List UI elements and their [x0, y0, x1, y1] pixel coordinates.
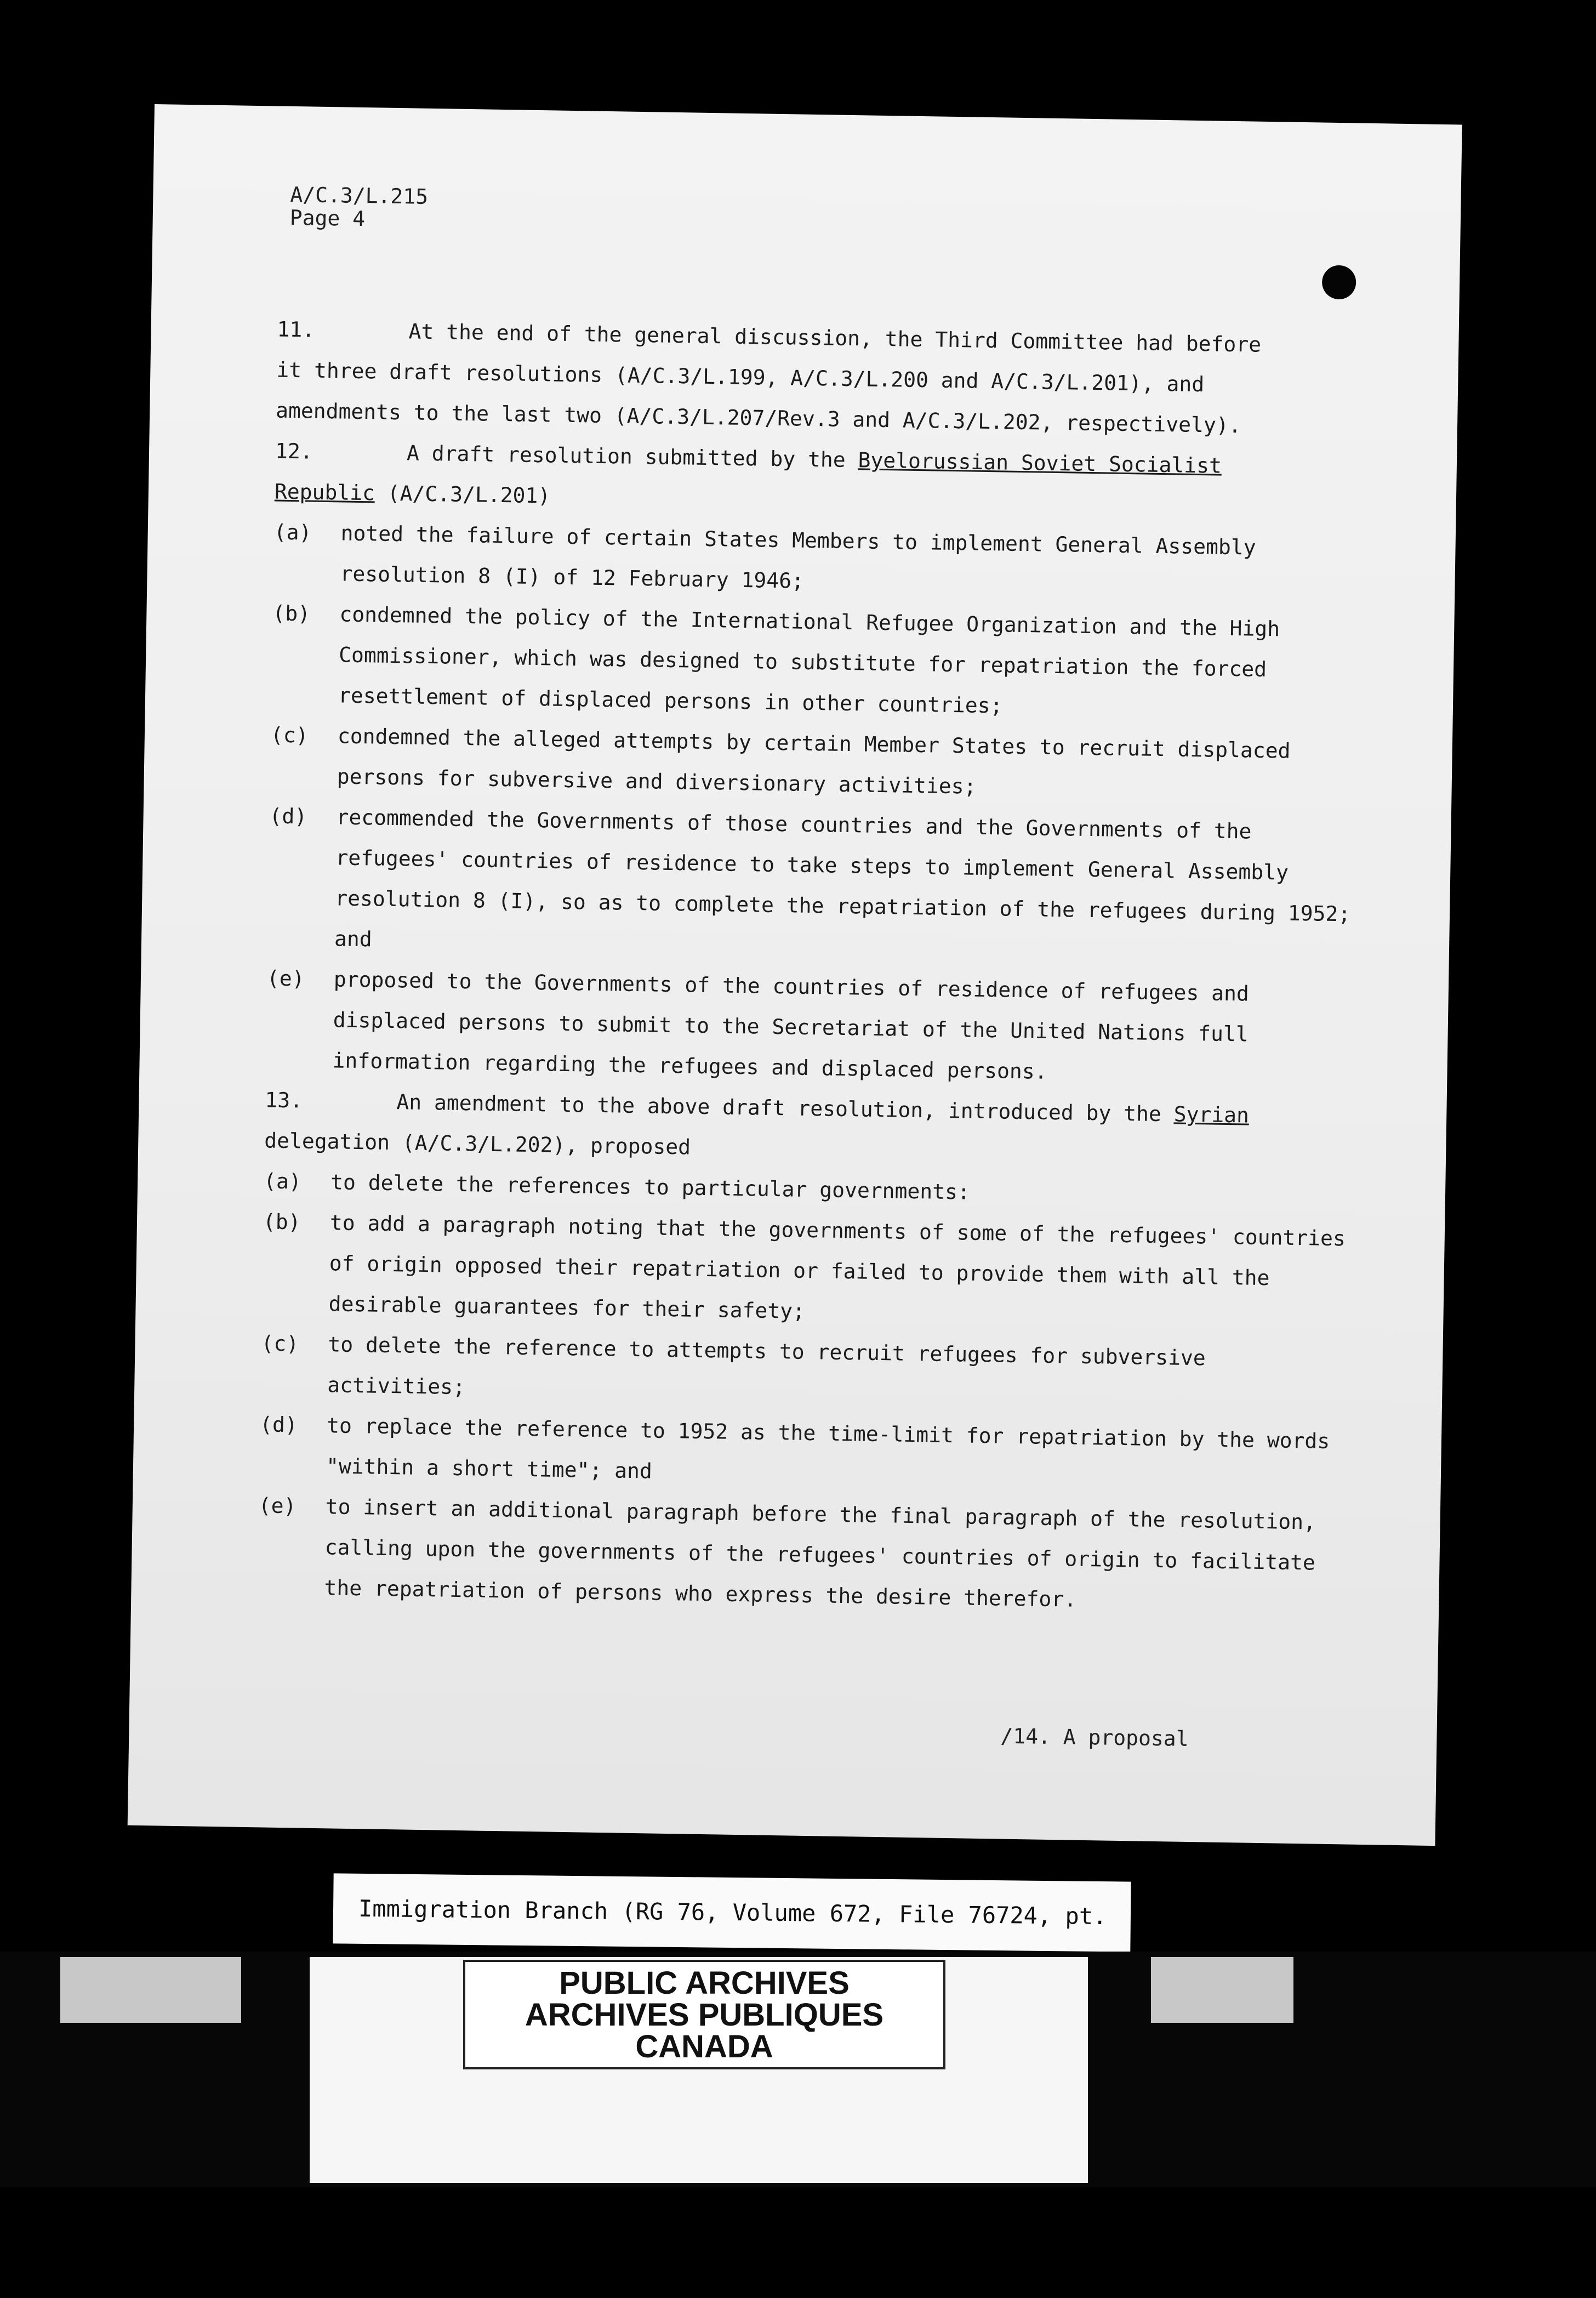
item-text: proposed to the Governments of the countries of residence of refugees and displaced persons to submit to the Secretariat of the United Nations full information regarding the refugees and displaced persons.: [332, 967, 1250, 1084]
paragraph-12: [265, 431, 1366, 1097]
paragraph-number: 11.: [277, 317, 315, 342]
sponsor-name: Byelorussian Soviet Socialist: [858, 448, 1222, 478]
punch-hole: [1322, 265, 1356, 300]
item-marker: (a): [273, 520, 312, 545]
item-marker: (d): [259, 1412, 298, 1437]
item-marker: (c): [270, 723, 309, 748]
paragraph-intro: A draft resolution submitted by the: [406, 441, 846, 472]
stamp-line: CANADA: [635, 2029, 773, 2064]
item-text: to delete the references to particular governments:: [330, 1170, 971, 1204]
sponsor-name-cont: Republic: [274, 479, 375, 505]
mount-smudge: [1151, 1957, 1293, 2023]
document-body: [257, 309, 1368, 1624]
paragraph-number: 13.: [265, 1088, 303, 1113]
paragraph-line: amendments to the last two (A/C.3/L.207/Rev.3 and A/C.3/L.202, respectively).: [275, 398, 1241, 438]
item-text: to insert an additional paragraph before the final paragraph of the resolution, calling upon the governments of the refugees' countries of origin to facilitate the repatriation of persons who express the desire therefor.: [324, 1494, 1316, 1612]
paragraph-line: At the end of the general discussion, the Third Committee had before: [408, 319, 1262, 357]
sponsor-name: Syrian: [1173, 1102, 1250, 1128]
item-text: condemned the policy of the International Refugee Organization and the High Commissioner, which was designed to substitute for repatriation the forced resettlement of displaced persons in other countries;: [338, 602, 1280, 718]
document-reference: (A/C.3/L.201): [387, 481, 551, 508]
archive-reference-label: Immigration Branch (RG 76, Volume 672, File 76724, pt.: [333, 1873, 1131, 1952]
stamp-line: PUBLIC ARCHIVES: [559, 1965, 850, 2001]
item-marker: (b): [263, 1209, 301, 1235]
paragraph-line: delegation (A/C.3/L.202), proposed: [264, 1128, 691, 1159]
item-marker: (a): [263, 1169, 302, 1194]
item-text: noted the failure of certain States Members to implement General Assembly resolution 8 (I) of 12 February 1946;: [340, 521, 1256, 593]
archive-stamp: [463, 1960, 945, 2069]
document-header: [289, 183, 428, 231]
item-marker: (d): [269, 804, 307, 829]
item-marker: (c): [261, 1331, 299, 1356]
stamp-line: ARCHIVES PUBLIQUES: [525, 1997, 884, 2033]
item-marker: (b): [272, 601, 311, 626]
page-number: Page 4: [289, 205, 366, 231]
paragraph-number: 12.: [275, 439, 314, 464]
item-text: to add a paragraph noting that the governments of some of the refugees' countries of origin opposed their repatriation or failed to provide them with all the desirable guarantees for their safety;: [328, 1210, 1346, 1323]
mount-smudge: [60, 1957, 241, 2023]
paragraph-intro: An amendment to the above draft resolution, introduced by the: [396, 1090, 1162, 1127]
item-text: condemned the alleged attempts by certain Member States to recruit displaced persons for subversive and diversionary activities;: [337, 724, 1291, 799]
item-marker: (e): [258, 1493, 297, 1518]
document-page: [128, 104, 1462, 1846]
item-text: to replace the reference to 1952 as the time-limit for repatriation by the words "within a short time"; and: [326, 1413, 1330, 1483]
list-item: [267, 795, 1360, 975]
list-item: [265, 958, 1358, 1096]
paragraph-13: [257, 1079, 1356, 1624]
list-item: [257, 1485, 1349, 1624]
list-item: [271, 593, 1364, 732]
item-text: recommended the Governments of those countries and the Governments of the refugees' countries of residence to take steps to implement General Assembly resolution 8 (I), so as to complete the repatriation of the refugees during 1952; and: [334, 805, 1351, 952]
document-symbol: A/C.3/L.215: [290, 182, 429, 209]
item-text: to delete the reference to attempts to recruit refugees for subversive activities;: [327, 1332, 1206, 1400]
paragraph-11: [276, 309, 1368, 448]
paragraph-line: it three draft resolutions (A/C.3/L.199, A/C.3/L.200 and A/C.3/L.201), and: [276, 357, 1205, 397]
list-item: [261, 1201, 1354, 1340]
item-marker: (e): [266, 966, 305, 991]
continuation-note: /14. A proposal: [1000, 1724, 1189, 1751]
